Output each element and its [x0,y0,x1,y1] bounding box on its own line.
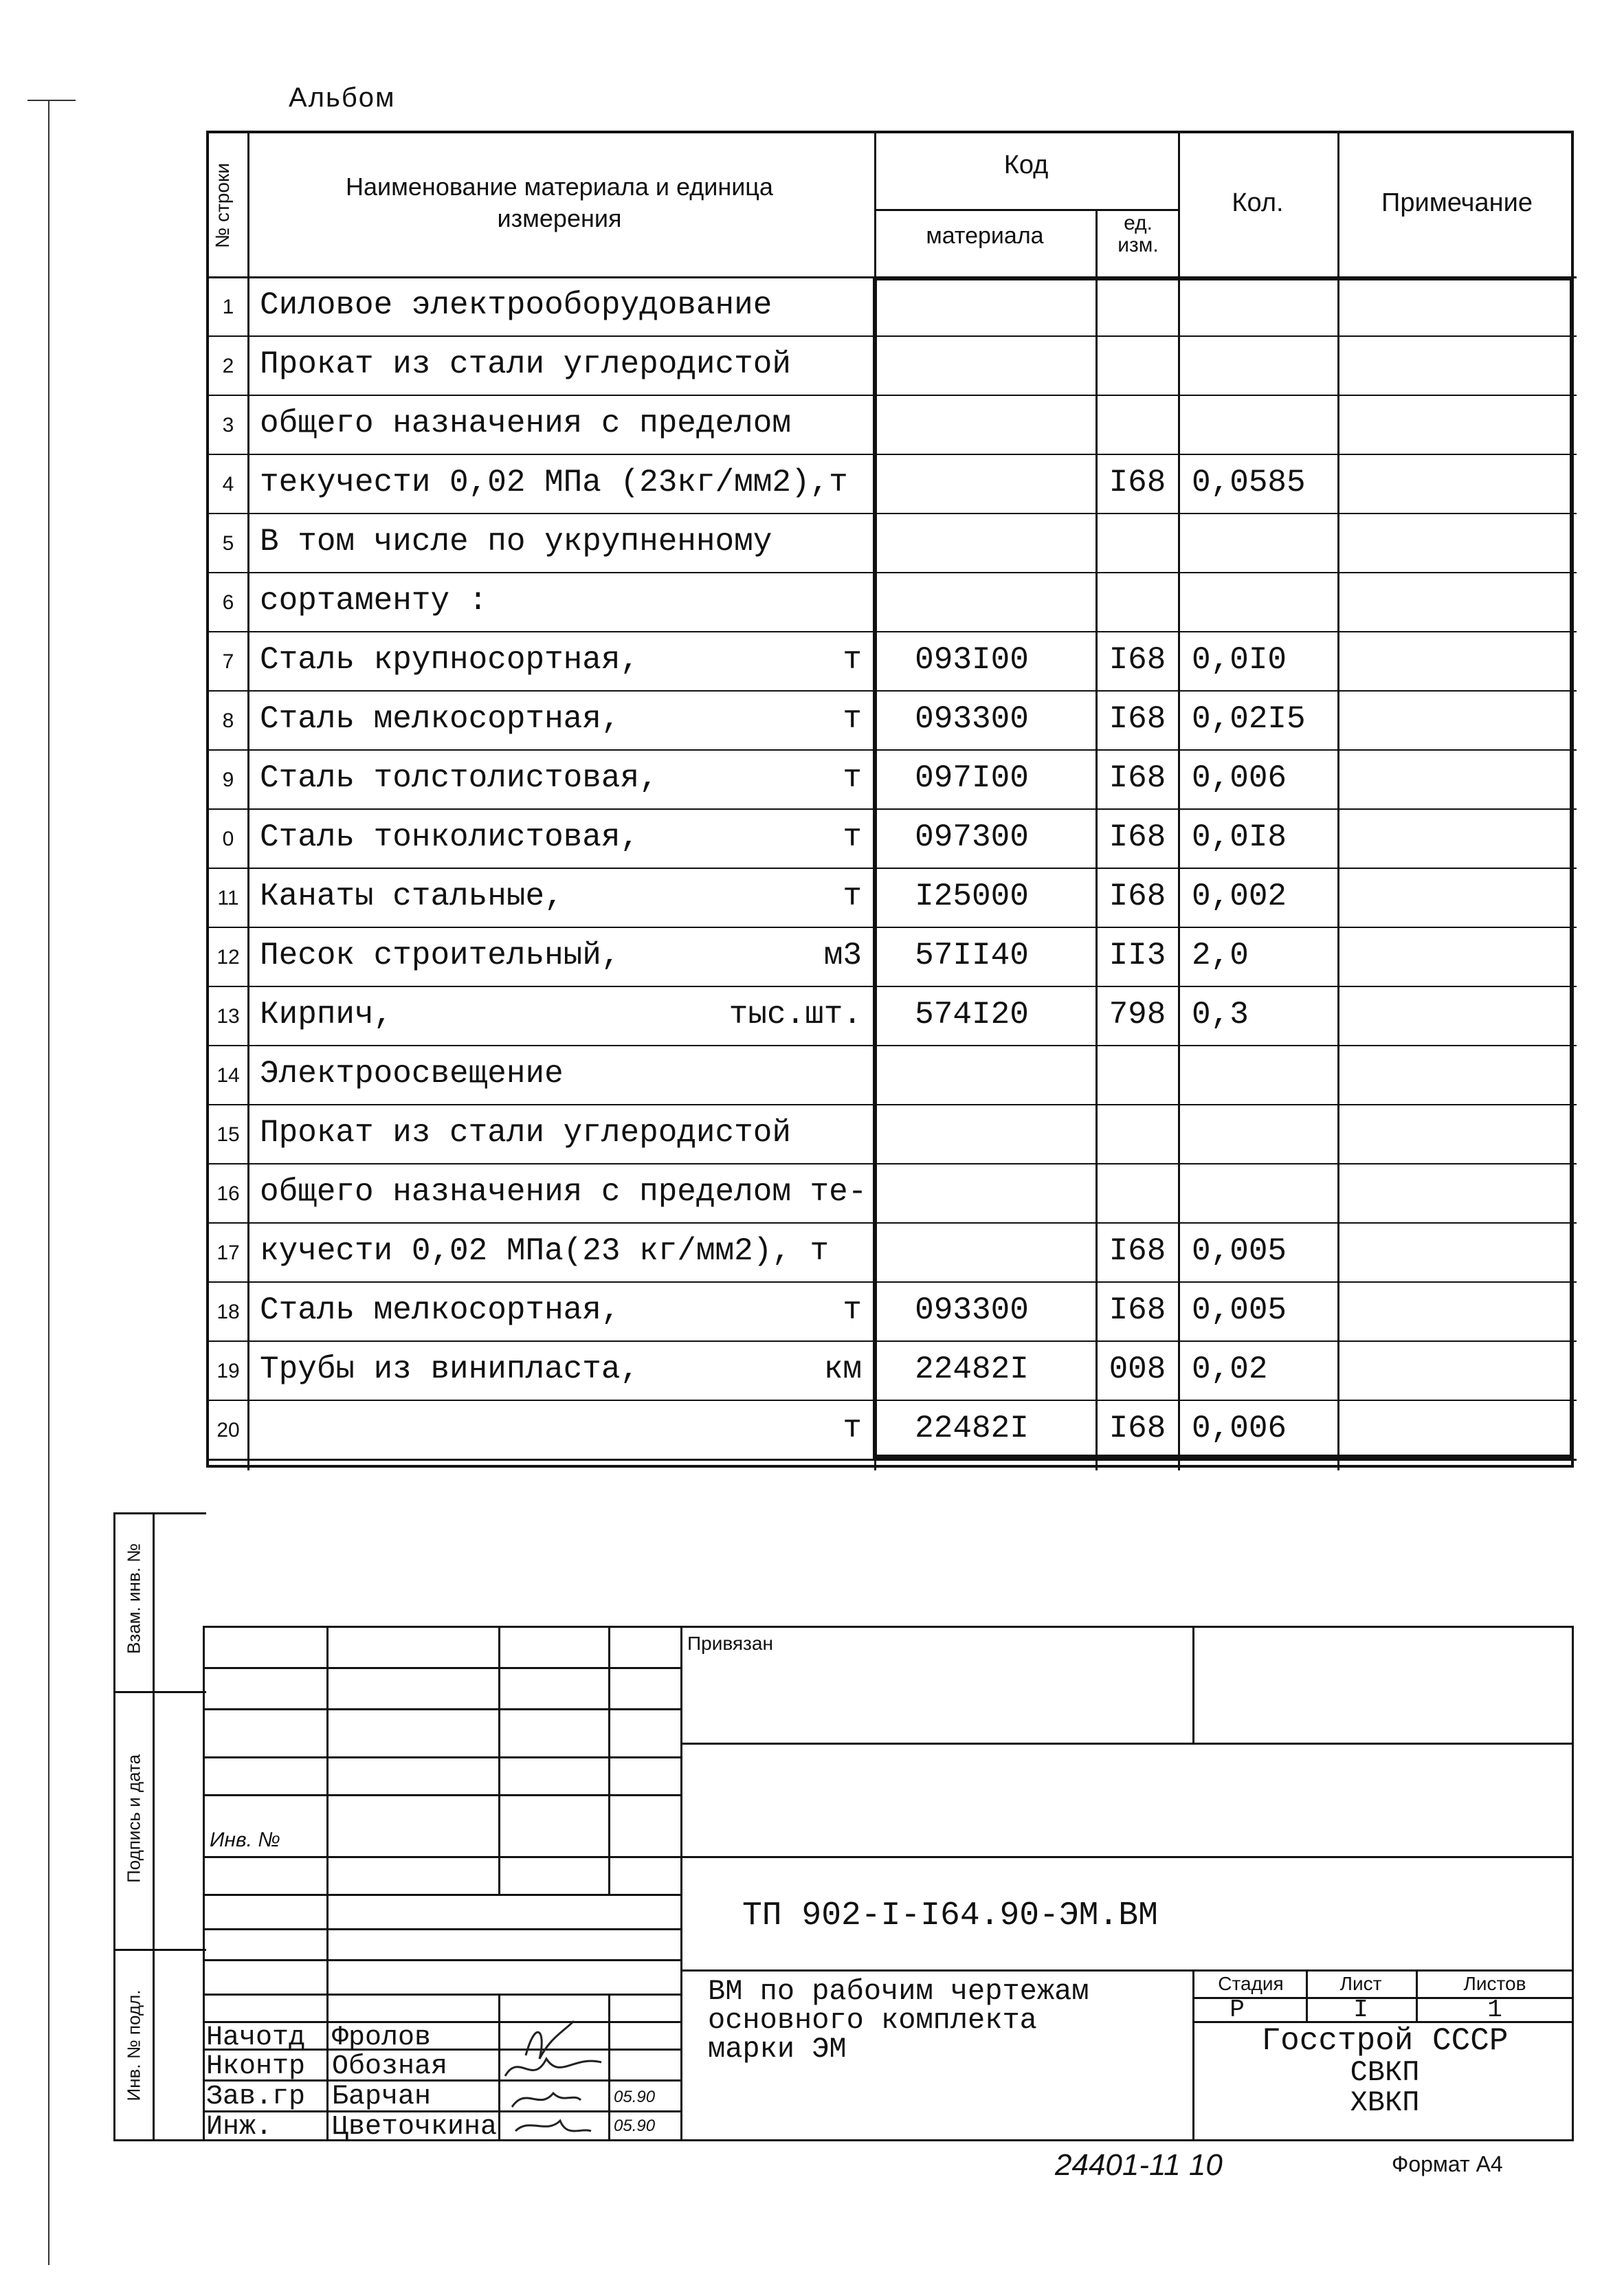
row-unit: т [843,701,862,737]
org-line-1: Госстрой СССР [1261,2023,1509,2059]
row-unit: т [843,1292,862,1328]
row-code: 22482I [915,1411,1029,1446]
row-unit: т [843,819,862,855]
row-code: 097300 [915,819,1029,855]
header-code-unit: ед. изм. [1117,212,1159,256]
row-name: Сталь мелкосортная, [260,1292,621,1328]
row-qty: 0,002 [1192,879,1287,914]
row-unit-code: I68 [1109,642,1166,678]
row-number: 0 [222,828,234,850]
doc-code: ТП 902-I-I64.90-ЭМ.ВМ [742,1897,1158,1934]
sheets-label: Листов [1463,1973,1526,1994]
row-qty: 0,02 [1192,1351,1268,1387]
row-unit-code: I68 [1109,465,1166,500]
row-qty: 0,006 [1192,1411,1287,1446]
signer-name-4: Цветочкина [332,2112,498,2143]
row-qty: 0,0I8 [1192,819,1287,855]
signer-name-1: Фролов [332,2022,432,2053]
spec-table [206,131,1574,1468]
row-number: 4 [222,473,234,496]
row-name: Кирпич, [260,997,393,1033]
row-unit-code: II3 [1109,938,1166,973]
row-name: Канаты стальные, [260,879,564,914]
row-unit-code: 798 [1109,997,1166,1033]
header-code-material: материала [926,223,1044,249]
header-qty: Кол. [1232,188,1284,217]
row-name: кучести 0,02 МПа(23 кг/мм2), т [260,1233,830,1269]
row-unit-code: I68 [1109,879,1166,914]
footer-number: 24401-11 10 [1055,2148,1223,2182]
row-unit-code: I68 [1109,1233,1166,1269]
signature-scribbles [498,1990,615,2141]
row-code: 093300 [915,1292,1029,1328]
org-line-3: ХВКП [1350,2086,1420,2119]
row-code: 093I00 [915,642,1029,678]
row-name: Песок строительный, [260,938,621,973]
row-code: 574I20 [915,997,1029,1033]
row-qty: 0,02I5 [1192,701,1306,737]
row-unit: т [843,879,862,914]
row-code: 093300 [915,701,1029,737]
row-number: 5 [222,532,234,555]
row-name: Сталь тонколистовая, [260,819,640,855]
row-qty: 0,006 [1192,760,1287,796]
row-name: Сталь толстолистовая, [260,760,658,796]
row-number: 17 [216,1241,240,1264]
signer-role-3: Зав.гр [206,2082,306,2112]
doc-desc-line-1: ВМ по рабочим чертежам [708,1975,1089,2008]
side-label-podpis: Подпись и дата [123,1754,144,1884]
row-unit: т [843,642,862,678]
row-number: 15 [216,1123,240,1146]
sheets-value: 1 [1487,1996,1502,2024]
signer-role-2: Нконтр [206,2051,306,2082]
row-number: 8 [222,709,234,732]
row-unit-code: I68 [1109,701,1166,737]
header-name: Наименование материала и единица измерения [346,173,773,232]
row-name: общего назначения с пределом те- [260,1174,867,1210]
row-unit: т [843,760,862,796]
row-qty: 0,0I0 [1192,642,1287,678]
row-qty: 0,0585 [1192,465,1306,500]
header-note: Примечание [1381,188,1533,217]
sheet-label: Лист [1339,1973,1382,1994]
row-number: 11 [217,887,239,909]
row-number: 16 [216,1182,240,1205]
stage-value: Р [1230,1996,1245,2024]
doc-desc-line-3: марки ЭМ [708,2033,847,2066]
stage-label: Стадия [1218,1973,1284,1994]
row-number: 3 [222,414,234,437]
signer-date-3: 05.90 [614,2088,656,2106]
row-name: Прокат из стали углеродистой [260,1115,791,1151]
row-number: 14 [216,1064,240,1087]
row-unit: т [843,1411,862,1446]
header-row-no: № строки [212,163,233,248]
signer-role-4: Инж. [206,2112,273,2143]
row-number: 9 [222,769,234,791]
row-unit-code: I68 [1109,1292,1166,1328]
row-name: Электроосвещение [260,1056,564,1092]
side-label-vzam: Взам. инв. № [123,1543,144,1655]
row-unit: км [823,1351,862,1387]
row-name: Прокат из стали углеродистой [260,346,791,382]
row-code: 57II40 [915,938,1029,973]
row-number: 13 [216,1005,240,1028]
row-number: 20 [216,1419,240,1442]
row-code: 22482I [915,1351,1029,1387]
privyazan-label: Привязан [687,1633,773,1654]
row-unit: м3 [823,938,862,973]
row-name: Сталь мелкосортная, [260,701,621,737]
album-title: Альбом [289,82,396,113]
row-number: 2 [222,355,234,377]
row-name: текучести 0,02 МПа (23кг/мм2),т [260,465,848,500]
row-code: 097I00 [915,760,1029,796]
row-number: 19 [216,1360,240,1382]
row-name: Сталь крупносортная, [260,642,640,678]
row-name: В том числе по укрупненному [260,524,772,560]
row-unit-code: I68 [1109,1411,1166,1446]
row-qty: 2,0 [1192,938,1249,973]
row-number: 1 [222,296,234,318]
row-unit-code: I68 [1109,760,1166,796]
signer-role-1: Начотд [206,2022,306,2053]
doc-desc-line-2: основного комплекта [708,2004,1037,2037]
row-number: 6 [222,591,234,614]
row-qty: 0,005 [1192,1292,1287,1328]
row-qty: 0,005 [1192,1233,1287,1269]
row-qty: 0,3 [1192,997,1249,1033]
org-line-2: СВКП [1350,2056,1420,2089]
page-edge-tick [27,100,76,101]
signer-name-2: Обозная [332,2051,448,2082]
row-unit-code: I68 [1109,819,1166,855]
title-block [203,1626,1574,2141]
footer-format: Формат А4 [1392,2152,1503,2176]
row-name: сортаменту : [260,583,488,619]
row-name: общего назначения с пределом [260,406,791,441]
row-name: Трубы из винипласта, [260,1351,640,1387]
signer-date-4: 05.90 [614,2117,656,2135]
row-unit: тыс.шт. [728,997,862,1033]
row-code: I25000 [915,879,1029,914]
page-edge-line [48,100,49,2265]
row-unit-code: 008 [1109,1351,1166,1387]
row-number: 7 [222,650,234,673]
row-number: 18 [216,1301,240,1323]
inv-no-label: Инв. № [210,1829,280,1851]
row-number: 12 [216,946,240,969]
side-label-inv-podl: Инв. № подл. [123,1989,144,2101]
row-name: Силовое электрооборудование [260,287,772,323]
header-code: Код [1003,151,1049,179]
signer-name-3: Барчан [332,2082,432,2112]
sheet-value: I [1353,1996,1368,2024]
